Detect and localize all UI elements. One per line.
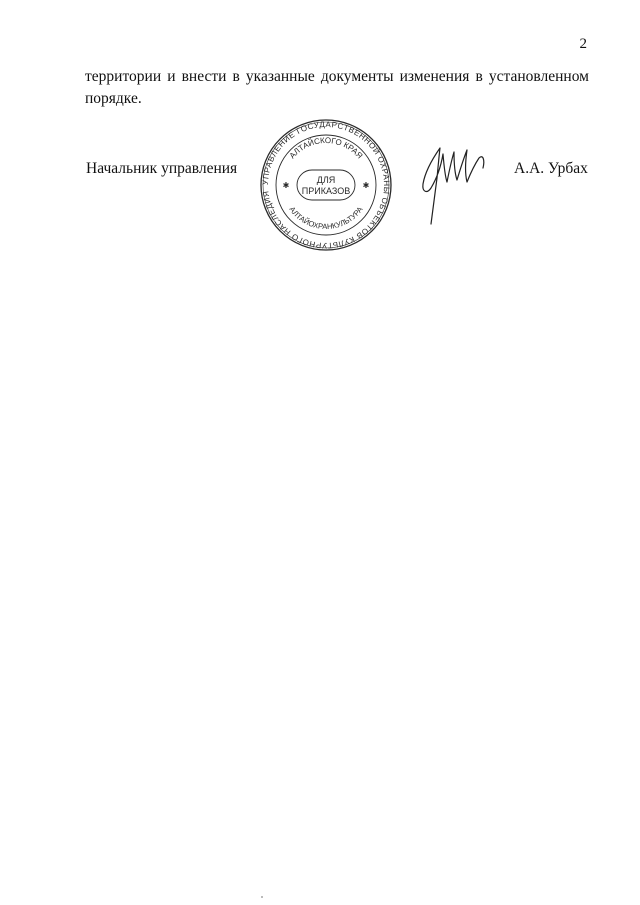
signatory-name: А.А. Урбах [514,160,588,177]
seal-outer-text: УПРАВЛЕНИЕ ГОСУДАРСТВЕННОЙ ОХРАНЫ ОБЪЕКТОВ КУЛЬТУРНОГО НАСЛЕДИЯ [260,119,392,251]
page-number: 2 [579,36,587,52]
seal-center-line1: ДЛЯ [316,175,336,185]
seal-center-line2: ПРИКАЗОВ [301,186,351,196]
seal-star-right-icon: ✱ [362,181,370,190]
body-paragraph: территории и внести в указанные документы изменения в установленном порядке. [85,68,589,107]
signatory-position: Начальник управления [86,160,238,177]
seal-star-left-icon: ✱ [282,181,290,190]
seal-inner-bottom: АЛТАЙОХРАНКУЛЬТУРА [287,204,365,232]
official-seal-stamp [259,118,393,252]
seal-inner-top: АЛТАЙСКОГО КРАЯ [287,135,365,161]
scan-artifact-dot [261,896,263,898]
handwritten-signature [413,138,493,226]
